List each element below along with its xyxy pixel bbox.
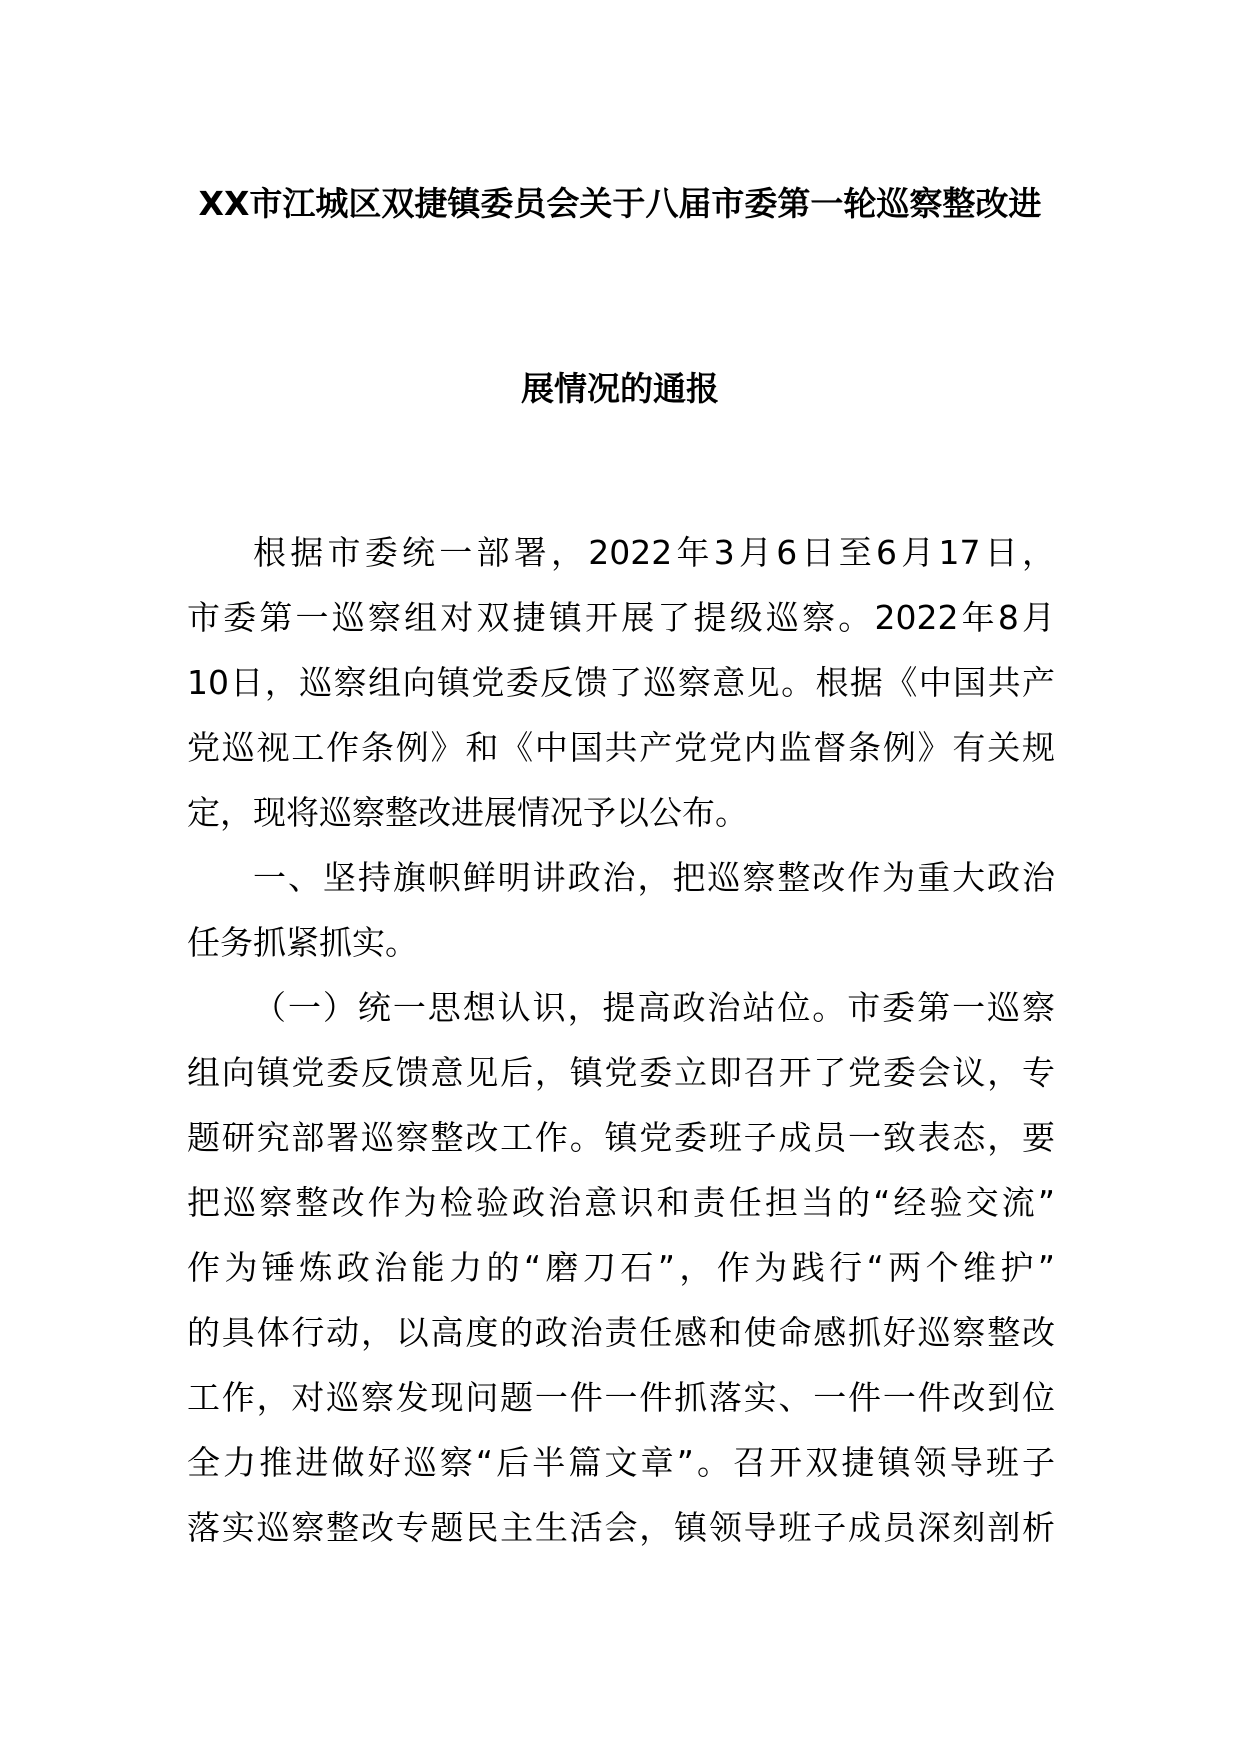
paragraph-line: 题研究部署巡察整改工作。镇党委班子成员一致表态，要	[187, 1118, 1055, 1157]
paragraph-line: 定，现将巡察整改进展情况予以公布。	[187, 793, 748, 832]
paragraph-line: （一）统一思想认识，提高政治站位。市委第一巡察	[253, 988, 1055, 1027]
paragraph-line: 10日，巡察组向镇党委反馈了巡察意见。根据《中国共产	[187, 663, 1055, 702]
document-title-line-1: XX市江城区双捷镇委员会关于八届市委第一轮巡察整改进	[198, 184, 1042, 223]
paragraph-intro	[187, 520, 1055, 845]
paragraph-line: 根据市委统一部署，2022年3月6日至6月17日，	[253, 533, 1055, 572]
paragraph-line: 党巡视工作条例》和《中国共产党党内监督条例》有关规	[187, 728, 1055, 767]
paragraph-line: 作为锤炼政治能力的“磨刀石”，作为践行“两个维护”	[187, 1248, 1055, 1287]
document-body	[187, 520, 1055, 1560]
paragraph-section-1-heading	[187, 845, 1055, 975]
paragraph-line: 任务抓紧抓实。	[187, 923, 418, 962]
paragraph-line: 市委第一巡察组对双捷镇开展了提级巡察。2022年8月	[187, 598, 1055, 637]
paragraph-line: 落实巡察整改专题民主生活会，镇领导班子成员深刻剖析	[187, 1508, 1055, 1547]
paragraph-line: 把巡察整改作为检验政治意识和责任担当的“经验交流”	[187, 1183, 1055, 1222]
paragraph-line: 一、坚持旗帜鲜明讲政治，把巡察整改作为重大政治	[253, 858, 1055, 897]
paragraph-line: 的具体行动，以高度的政治责任感和使命感抓好巡察整改	[187, 1313, 1055, 1352]
document-title-line-2: 展情况的通报	[521, 369, 719, 408]
paragraph-line: 工作，对巡察发现问题一件一件抓落实、一件一件改到位	[187, 1378, 1055, 1417]
paragraph-subsection-1	[187, 975, 1055, 1560]
paragraph-line: 全力推进做好巡察“后半篇文章”。召开双捷镇领导班子	[187, 1443, 1055, 1482]
paragraph-line: 组向镇党委反馈意见后，镇党委立即召开了党委会议，专	[187, 1053, 1055, 1092]
